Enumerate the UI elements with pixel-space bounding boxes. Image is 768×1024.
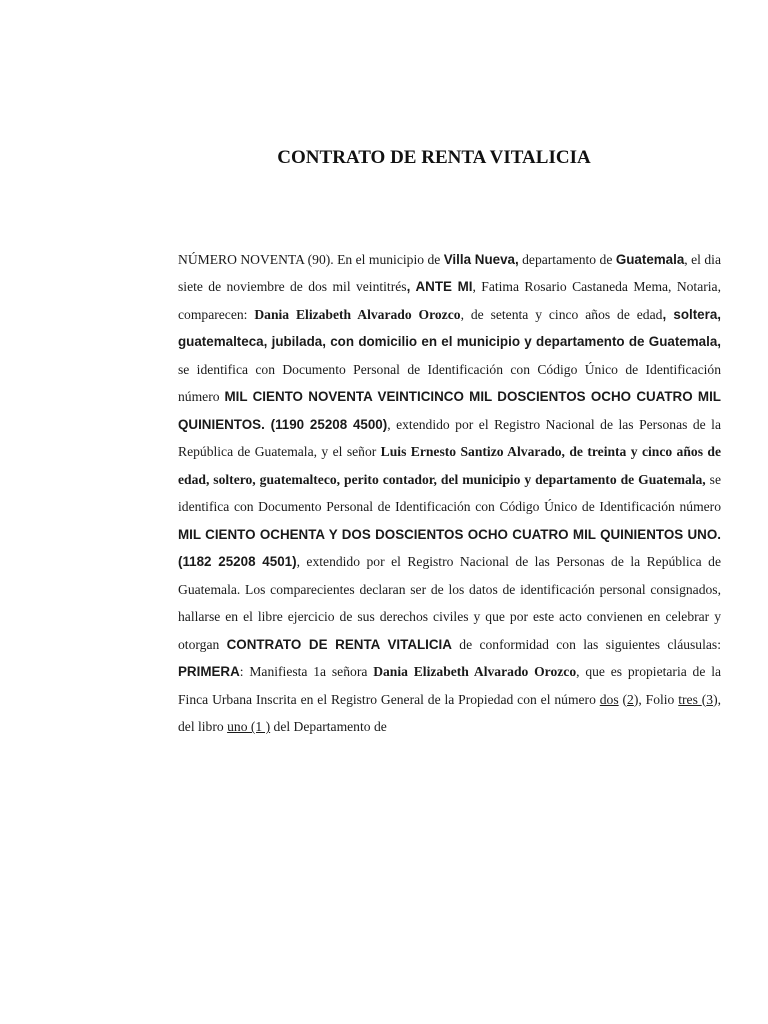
party-name: Dania Elizabeth Alvarado Orozco (254, 306, 461, 322)
text-segment: , extendido por el Registro Nacional de las Personas de la República de Guatemala, y el señor (178, 416, 721, 460)
registry-value: 2 (627, 691, 634, 707)
text-segment: , que es propietaria de la Finca Urbana Inscrita en el Registro General de la Propiedad con el número (178, 664, 722, 707)
text-segment: ( (701, 691, 707, 707)
registry-value: dos (599, 691, 619, 707)
registry-value: tres (678, 691, 702, 707)
document-title: CONTRATO DE RENTA VITALICIA (277, 147, 591, 168)
party-name: Luis Ernesto Santizo Alvarado, de treinta y cinco años de edad, soltero, guatemalteco, perito contador, del municipio y departamento de Guatemala, (178, 444, 721, 487)
text-segment: , de setenta y cinco años de edad (460, 306, 663, 322)
text-segment: : Manifiesta 1a señora (239, 664, 374, 680)
text-segment: ), del libro (178, 691, 721, 735)
text-segment: , extendido por el Registro Nacional de las Personas de la República de Guatemala. Los comparecientes declaran ser de los datos de identificación personal consignados, hallarse en el libre ejercicio de sus derechos civiles y que por este acto convienen en celebrar y otorgan (178, 554, 721, 652)
contract-name: CONTRATO DE RENTA VITALICIA (226, 636, 452, 652)
text-segment: , el dia siete de noviembre de dos mil veintitrés (178, 251, 721, 295)
id-number: MIL CIENTO NOVENTA VEINTICINCO MIL DOSCIENTOS OCHO CUATRO MIL QUINIENTOS. (1190 25208 4500) (178, 389, 721, 432)
clause-heading: PRIMERA (178, 664, 240, 680)
text-segment: ), Folio (633, 691, 679, 707)
place-name: Guatemala (615, 251, 685, 267)
text-segment: se identifica con Documento Personal de Identificación con Código Único de Identificación número (178, 471, 721, 515)
registry-value: uno (1 ) (227, 719, 271, 735)
text-segment: del Departamento de (270, 719, 387, 735)
party-details: , soltera, guatemalteca, jubilada, con domicilio en el municipio y departamento de Guatemala, (178, 306, 722, 350)
text-segment: ( (618, 691, 628, 707)
text-segment: NÚMERO NOVENTA (90). En el municipio de (178, 251, 444, 267)
id-number: MIL CIENTO OCHENTA Y DOS DOSCIENTOS OCHO CUATRO MIL QUINIENTOS UNO. (1182 25208 4501) (178, 526, 721, 570)
contract-body (178, 246, 721, 741)
text-segment: , Fatima Rosario Castaneda Mema, Notaria, comparecen: (178, 279, 721, 322)
place-name: Villa Nueva, (443, 251, 519, 267)
text-segment: departamento de (518, 251, 616, 267)
party-name: Dania Elizabeth Alvarado Orozco (373, 664, 577, 680)
registry-value: 3 (706, 691, 714, 707)
text-segment: de conformidad con las siguientes cláusulas: (451, 636, 721, 652)
ante-mi-heading: , ANTE MI (406, 279, 473, 295)
text-segment: se identifica con Documento Personal de Identificación con Código Único de Identificación número (178, 361, 721, 405)
